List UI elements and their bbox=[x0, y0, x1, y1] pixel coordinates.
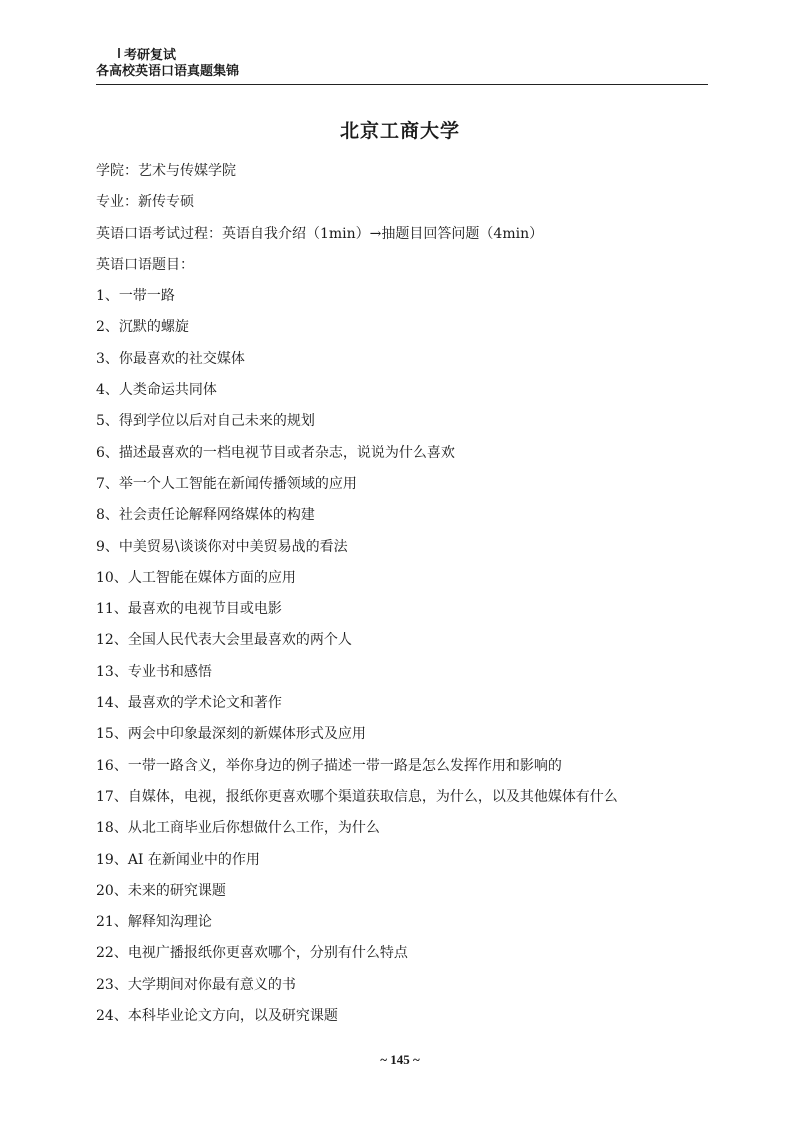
list-item: 3、你最喜欢的社交媒体 bbox=[96, 350, 245, 367]
document-body bbox=[96, 156, 716, 1032]
page-number: ~ 145 ~ bbox=[380, 1052, 420, 1067]
header-series-text: 考研复试 bbox=[124, 47, 177, 63]
list-item: 8、社会责任论解释网络媒体的构建 bbox=[96, 507, 315, 524]
list-item: 6、描述最喜欢的一档电视节目或者杂志，说说为什么喜欢 bbox=[96, 444, 455, 461]
topics-list bbox=[96, 281, 716, 1032]
list-item: 19、AI 在新闻业中的作用 bbox=[96, 851, 260, 868]
list-item: 14、最喜欢的学术论文和著作 bbox=[96, 695, 282, 712]
list-item: 2、沉默的螺旋 bbox=[96, 319, 189, 336]
header-book-title: 各高校英语口语真题集锦 bbox=[96, 64, 240, 79]
list-item: 4、人类命运共同体 bbox=[96, 382, 217, 399]
list-item: 5、得到学位以后对自己未来的规划 bbox=[96, 413, 315, 430]
header-divider bbox=[96, 84, 708, 85]
list-item: 21、解释知沟理论 bbox=[96, 914, 212, 931]
list-item: 7、举一个人工智能在新闻传播领域的应用 bbox=[96, 475, 357, 492]
list-item: 24、本科毕业论文方向，以及研究课题 bbox=[96, 1008, 338, 1025]
list-item: 18、从北工商毕业后你想做什么工作，为什么 bbox=[96, 820, 380, 837]
list-item: 15、两会中印象最深刻的新媒体形式及应用 bbox=[96, 726, 366, 743]
list-item: 1、一带一路 bbox=[96, 288, 175, 305]
list-item: 10、人工智能在媒体方面的应用 bbox=[96, 569, 296, 586]
college-line: 学院：艺术与传媒学院 bbox=[96, 163, 236, 179]
logo-mark bbox=[118, 48, 120, 58]
major-line: 专业：新传专硕 bbox=[96, 194, 194, 211]
list-item: 23、大学期间对你最有意义的书 bbox=[96, 976, 296, 993]
list-item: 12、全国人民代表大会里最喜欢的两个人 bbox=[96, 632, 352, 649]
topics-heading: 英语口语题目： bbox=[96, 256, 194, 273]
list-item: 17、自媒体，电视，报纸你更喜欢哪个渠道获取信息，为什么，以及其他媒体有什么 bbox=[96, 788, 618, 805]
page-header bbox=[96, 44, 708, 85]
list-item: 16、一带一路含义，举你身边的例子描述一带一路是怎么发挥作用和影响的 bbox=[96, 757, 562, 774]
exam-process-line: 英语口语考试过程：英语自我介绍（1min）→抽题目回答问题（4min） bbox=[96, 225, 544, 242]
list-item: 11、最喜欢的电视节目或电影 bbox=[96, 601, 282, 618]
list-item: 13、专业书和感悟 bbox=[96, 663, 212, 680]
list-item: 20、未来的研究课题 bbox=[96, 882, 226, 899]
header-series-title bbox=[96, 44, 708, 62]
page-title: 北京工商大学 bbox=[339, 120, 460, 142]
list-item: 9、中美贸易\谈谈你对中美贸易战的看法 bbox=[96, 538, 348, 555]
list-item: 22、电视广播报纸你更喜欢哪个，分别有什么特点 bbox=[96, 945, 408, 962]
